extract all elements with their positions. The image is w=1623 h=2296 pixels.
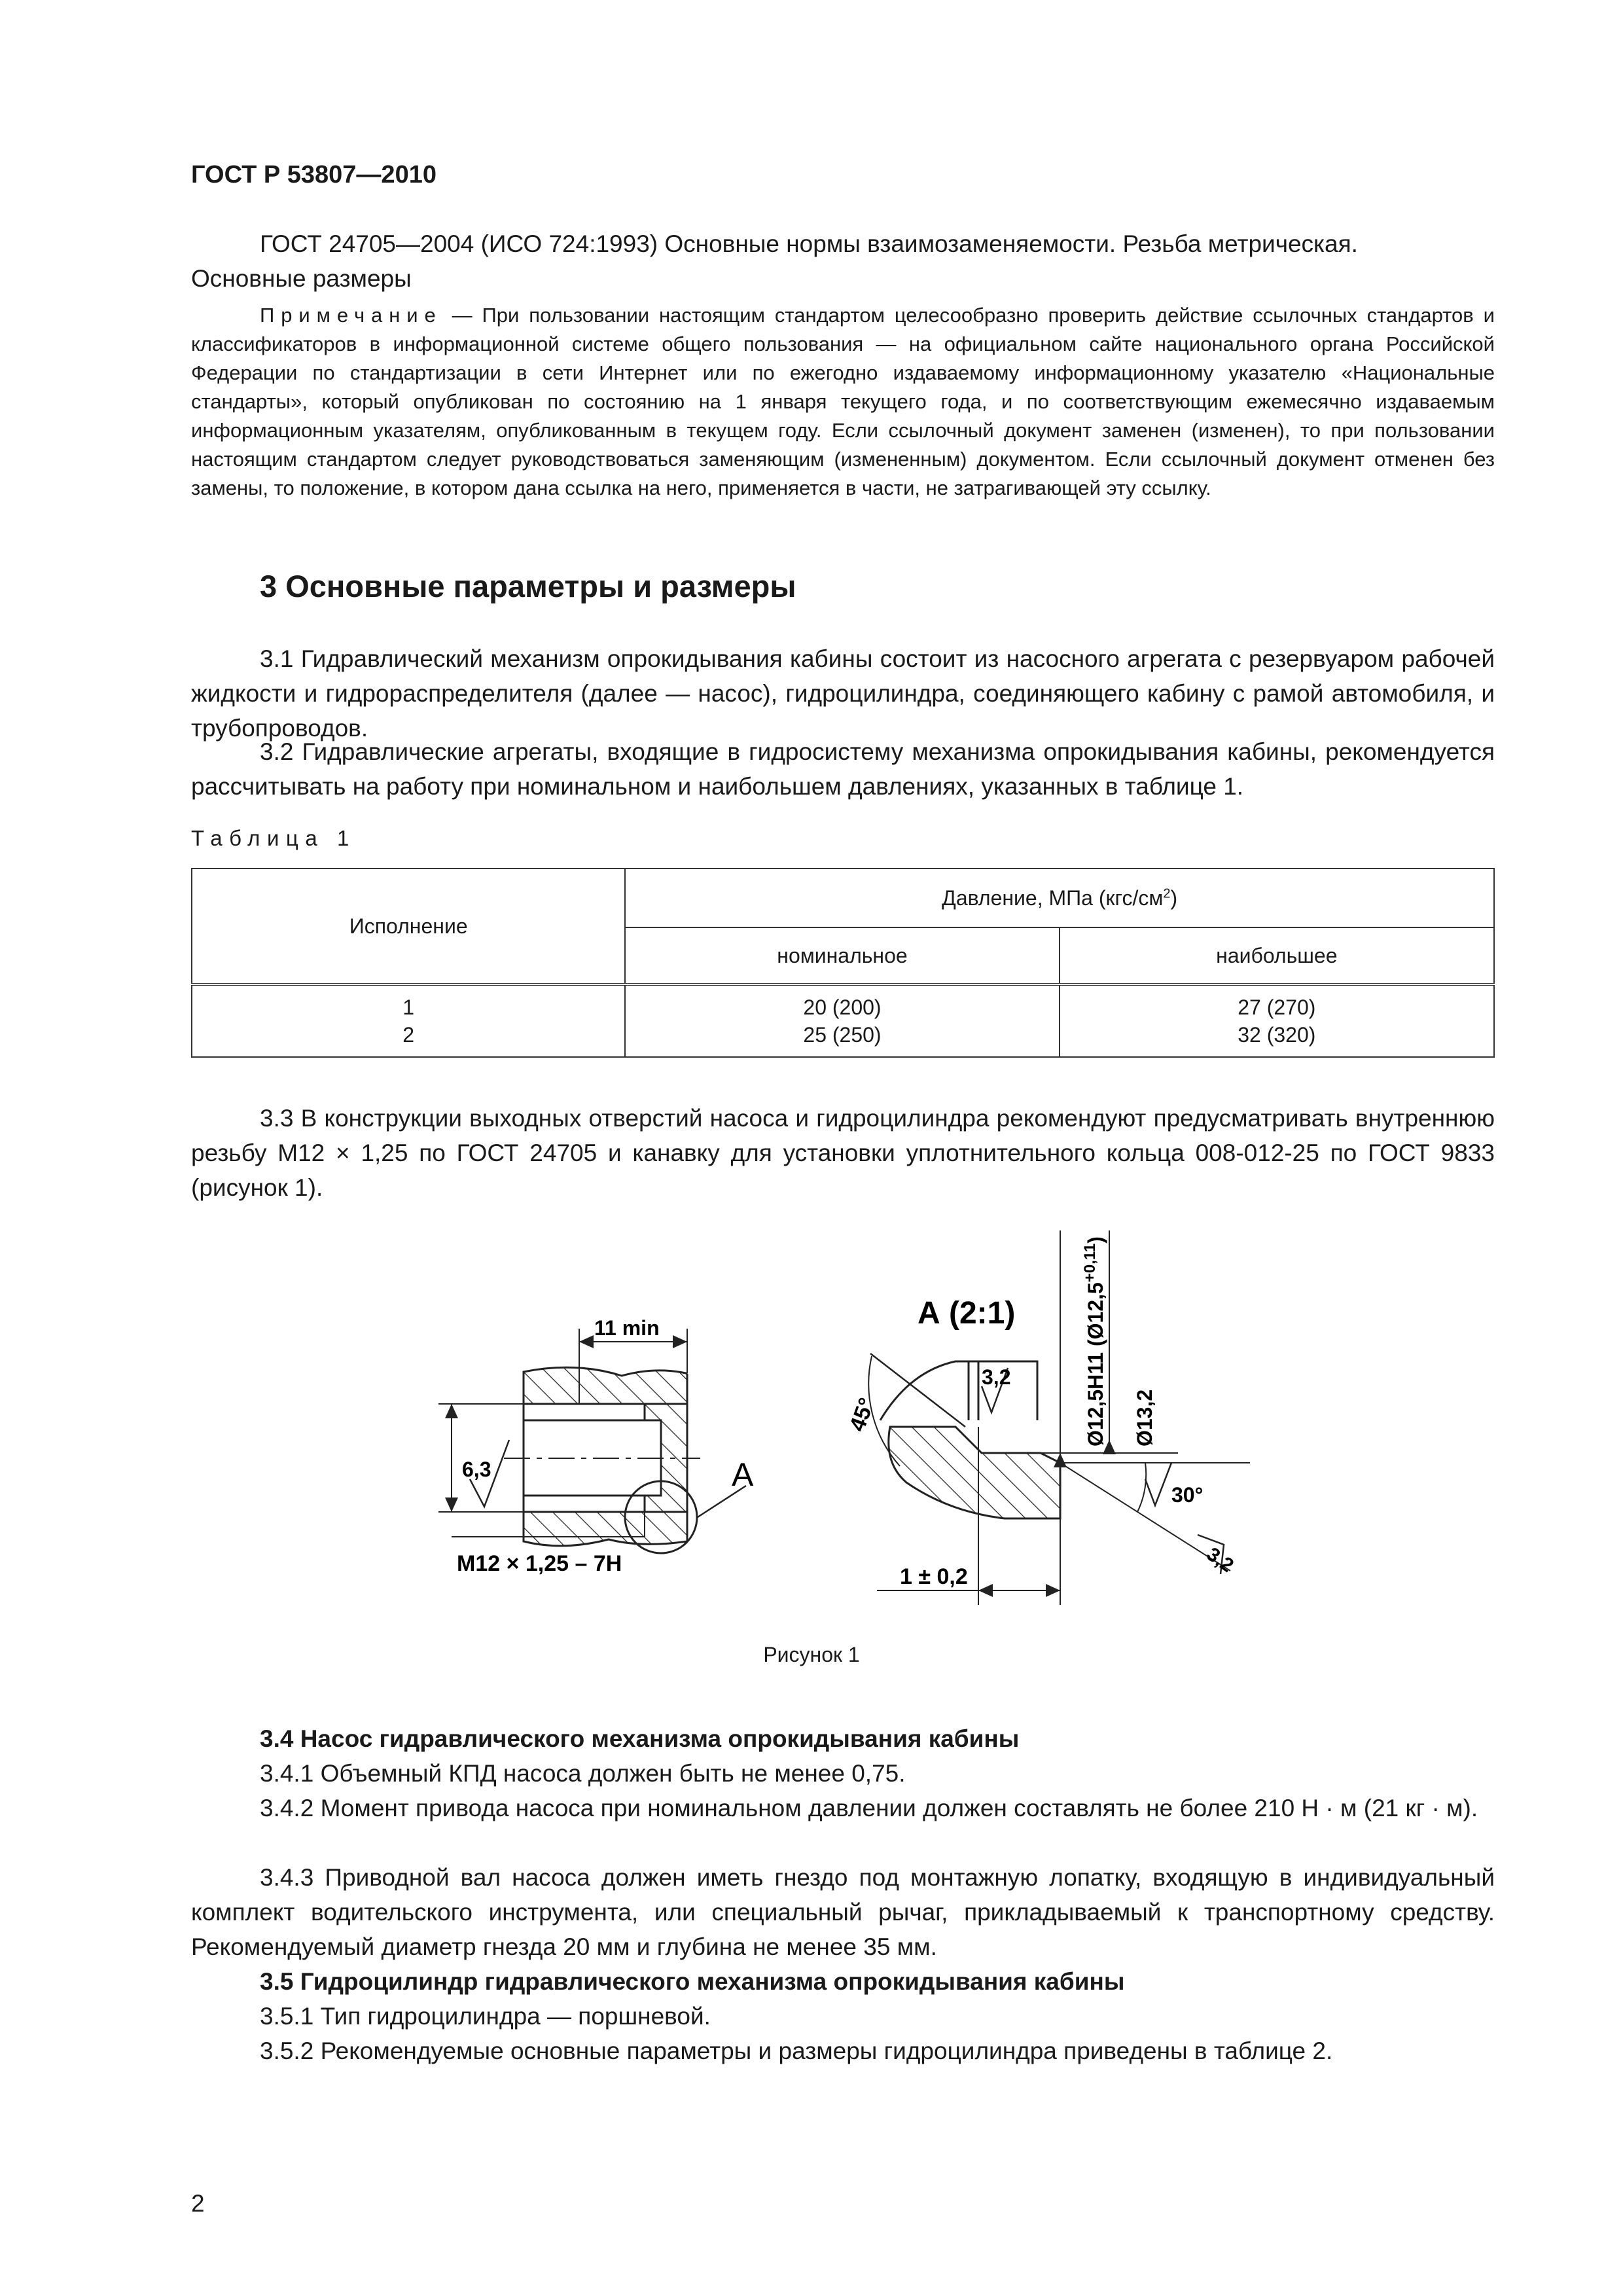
paragraph-3-4-2: 3.4.2 Момент привода насоса при номинальном давлении должен составлять не более 210 Н · м (21 кг · м).: [260, 1795, 1478, 1821]
table-header-max: наибольшее: [1060, 927, 1494, 984]
thread-label: М12 × 1,25 – 7Н: [457, 1551, 622, 1576]
port-section-view: [438, 1316, 754, 1576]
reference-line-2: Основные размеры: [191, 265, 412, 292]
table-cell-nominal: 20 (200) 25 (250): [625, 984, 1059, 1057]
paragraph-3-4-3: 3.4.3 Приводной вал насоса должен иметь гнездо под монтажную лопатку, входящую в индивидуальный комплект водительского инструмента, или специальный рычаг, прикладываемый к транспортному средству. Рекомендуемый диаметр гнезда 20 мм и глубина не менее 35 мм.: [191, 1864, 1495, 1960]
paragraph-3-3: 3.3 В конструкции выходных отверстий насоса и гидроцилиндра рекомендуют предусматривать внутреннюю резьбу М12 × 1,25 по ГОСТ 24705 и канавку для установки уплотнительного кольца 008-012-25 по ГОСТ 9833 (рисунок 1).: [191, 1105, 1495, 1201]
paragraph-3-2: 3.2 Гидравлические агрегаты, входящие в гидросистему механизма опрокидывания кабины, рекомендуется рассчитывать на работу при номинальном и наибольшем давлениях, указанных в таблице 1.: [191, 738, 1495, 800]
paragraph-3-5-2: 3.5.2 Рекомендуемые основные параметры и размеры гидроцилиндра приведены в таблице 2.: [260, 2037, 1333, 2064]
pressure-table: [191, 868, 1495, 1058]
document-code: ГОСТ Р 53807—2010: [191, 161, 437, 188]
paragraph-3-5-1: 3.5.1 Тип гидроцилиндра — поршневой.: [260, 2003, 711, 2030]
detail-a-view: [845, 1230, 1250, 1605]
table-header-pressure: Давление, МПа $(кгс/см^2)$: [625, 869, 1494, 927]
table-header-nominal: номинальное: [625, 927, 1059, 984]
figure-caption: Рисунок 1: [763, 1643, 860, 1666]
reference-line-1: ГОСТ 24705—2004 (ИСО 724:1993) Основные нормы взаимозаменяемости. Резьба метрическая.: [260, 230, 1358, 257]
figure-1-drawing: [0, 1204, 1623, 1623]
heading-3-4: 3.4 Насос гидравлического механизма опрокидывания кабины: [260, 1725, 1020, 1752]
angle-45: 45°: [844, 1394, 880, 1435]
heading-3-5: 3.5 Гидроцилиндр гидравлического механизма опрокидывания кабины: [260, 1968, 1125, 1995]
angle-30: 30°: [1171, 1483, 1204, 1507]
reference-gost-24705: [191, 226, 1495, 296]
paragraph-3-4-1: 3.4.1 Объемный КПД насоса должен быть не менее 0,75.: [260, 1760, 906, 1787]
dimension-1-0-2: 1 ± 0,2: [900, 1564, 968, 1589]
diameter-13-2: Ø13,2: [1133, 1389, 1156, 1446]
detail-marker-label: А: [732, 1456, 754, 1493]
section-title: 3 Основные параметры и размеры: [260, 569, 796, 603]
reference-note: [191, 301, 1495, 503]
page-number: 2: [191, 2190, 205, 2217]
table-caption: Таблица 1: [191, 826, 356, 850]
dimension-11min: 11 min: [594, 1316, 660, 1340]
table-header-variant: Исполнение: [192, 869, 625, 984]
roughness-3-2-lower: 3,2: [1202, 1543, 1238, 1577]
table-cell-max: 27 (270) 32 (320): [1060, 984, 1494, 1057]
roughness-6-3: 6,3: [462, 1458, 491, 1481]
table-cell-variant: 1 2: [192, 984, 625, 1057]
diameter-12-5: Ø12,5Н11 $(Ø12,5^{+0,11})$: [1081, 1236, 1107, 1446]
paragraph-3-1: 3.1 Гидравлический механизм опрокидывания кабины состоит из насосного агрегата с резервуаром рабочей жидкости и гидрораспределителя (далее — насос), гидроцилиндра, соединяющего кабину с рамой автомобиля, и трубопроводов.: [191, 645, 1495, 742]
detail-title: А (2:1): [918, 1296, 1016, 1331]
note-text: — При пользовании настоящим стандартом целесообразно проверить действие ссылочных стандартов и классификаторов в информационной системе общего пользования — на официальном сайте национального органа Российской Федерации по стандартизации в сети Интернет или по ежегодно издаваемому информационному указателю «Национальные стандарты», который опубликован по состоянию на 1 января текущего года, и по соответствующим ежемесячно издаваемым информационным указателям, опубликованным в текущем году. Если ссылочный документ заменен (изменен), то при пользовании настоящим стандартом следует руководствоваться заменяющим (измененным) документом. Если ссылочный документ отменен без замены, то положение, в котором дана ссылка на него, применяется в части, не затрагивающей эту ссылку.: [191, 304, 1495, 499]
note-label: Примечание: [260, 304, 442, 327]
roughness-3-2-upper: 3,2: [982, 1365, 1011, 1389]
